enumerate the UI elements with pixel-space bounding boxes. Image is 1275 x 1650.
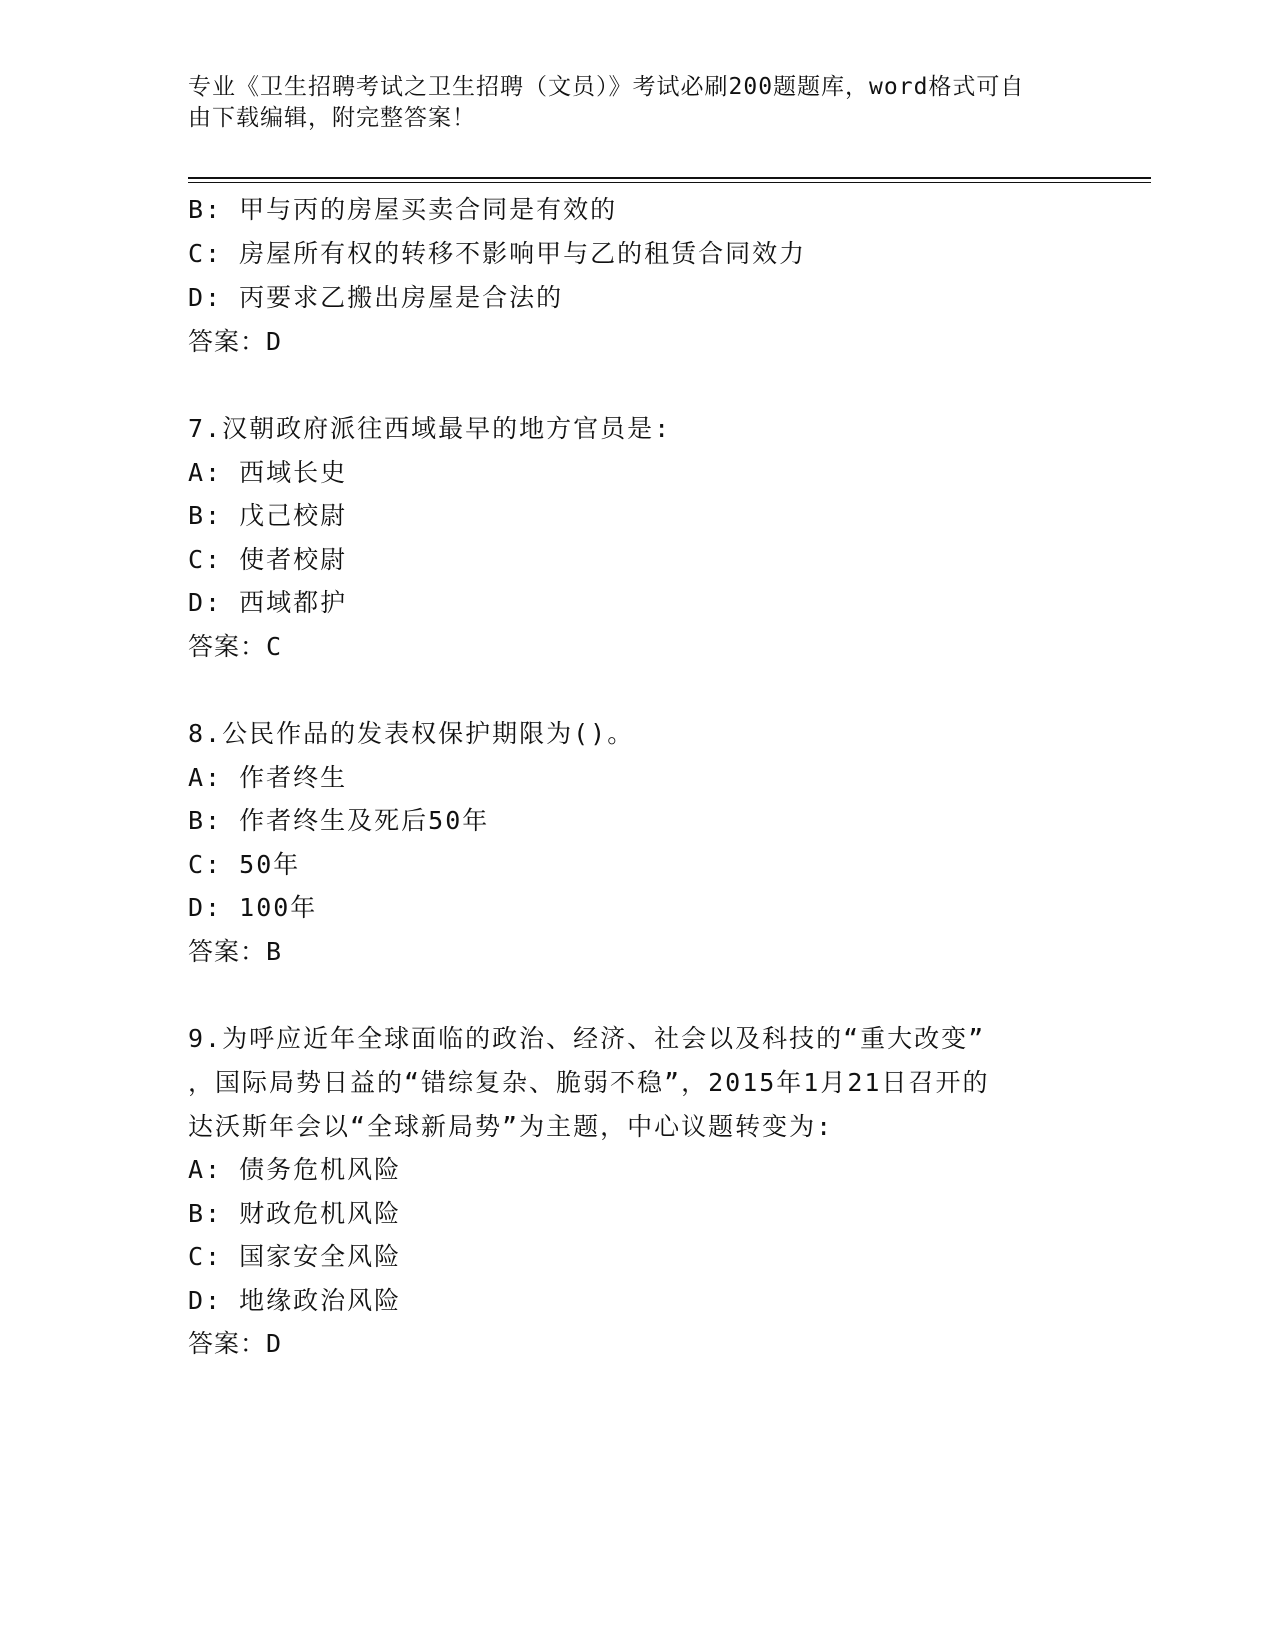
header-divider-thick: [188, 177, 1151, 179]
q7-option-a: A: 西域长史: [188, 458, 348, 487]
q7-option-d: D: 西域都护: [188, 588, 348, 617]
q6-option-c: C: 房屋所有权的转移不影响甲与乙的租赁合同效力: [188, 239, 807, 268]
header-divider-thin: [188, 182, 1151, 183]
q9-question-line-1: 9.为呼应近年全球面临的政治、经济、社会以及科技的“重大改变”: [188, 1024, 986, 1053]
q7-option-c: C: 使者校尉: [188, 545, 348, 574]
q9-question-line-3: 达沃斯年会以“全球新局势”为主题，中心议题转变为:: [188, 1112, 834, 1141]
q7-option-b: B: 戊己校尉: [188, 501, 348, 530]
header-line-1: 专业《卫生招聘考试之卫生招聘（文员）》考试必刷200题题库，word格式可自: [188, 74, 1025, 100]
q9-option-b: B: 财政危机风险: [188, 1199, 402, 1228]
q8-option-c: C: 50年: [188, 850, 301, 879]
q6-answer: 答案：D: [188, 327, 283, 356]
q8-answer: 答案：B: [188, 937, 283, 966]
q9-option-a: A: 债务危机风险: [188, 1155, 402, 1184]
header-line-2: 由下载编辑，附完整答案！: [188, 105, 476, 131]
q8-option-b: B: 作者终生及死后50年: [188, 806, 490, 835]
q7-answer: 答案：C: [188, 632, 283, 661]
q6-option-d: D: 丙要求乙搬出房屋是合法的: [188, 283, 564, 312]
q6-option-b: B: 甲与丙的房屋买卖合同是有效的: [188, 195, 618, 224]
q8-option-a: A: 作者终生: [188, 763, 348, 792]
q9-option-d: D: 地缘政治风险: [188, 1286, 402, 1315]
q8-option-d: D: 100年: [188, 893, 318, 922]
q7-question: 7.汉朝政府派往西域最早的地方官员是:: [188, 414, 672, 443]
q9-option-c: C: 国家安全风险: [188, 1242, 402, 1271]
q9-question-line-2: ，国际局势日益的“错综复杂、脆弱不稳”，2015年1月21日召开的: [188, 1068, 990, 1097]
document-header: [188, 72, 1068, 134]
q8-question: 8.公民作品的发表权保护期限为()。: [188, 719, 635, 748]
q9-answer: 答案：D: [188, 1329, 283, 1358]
